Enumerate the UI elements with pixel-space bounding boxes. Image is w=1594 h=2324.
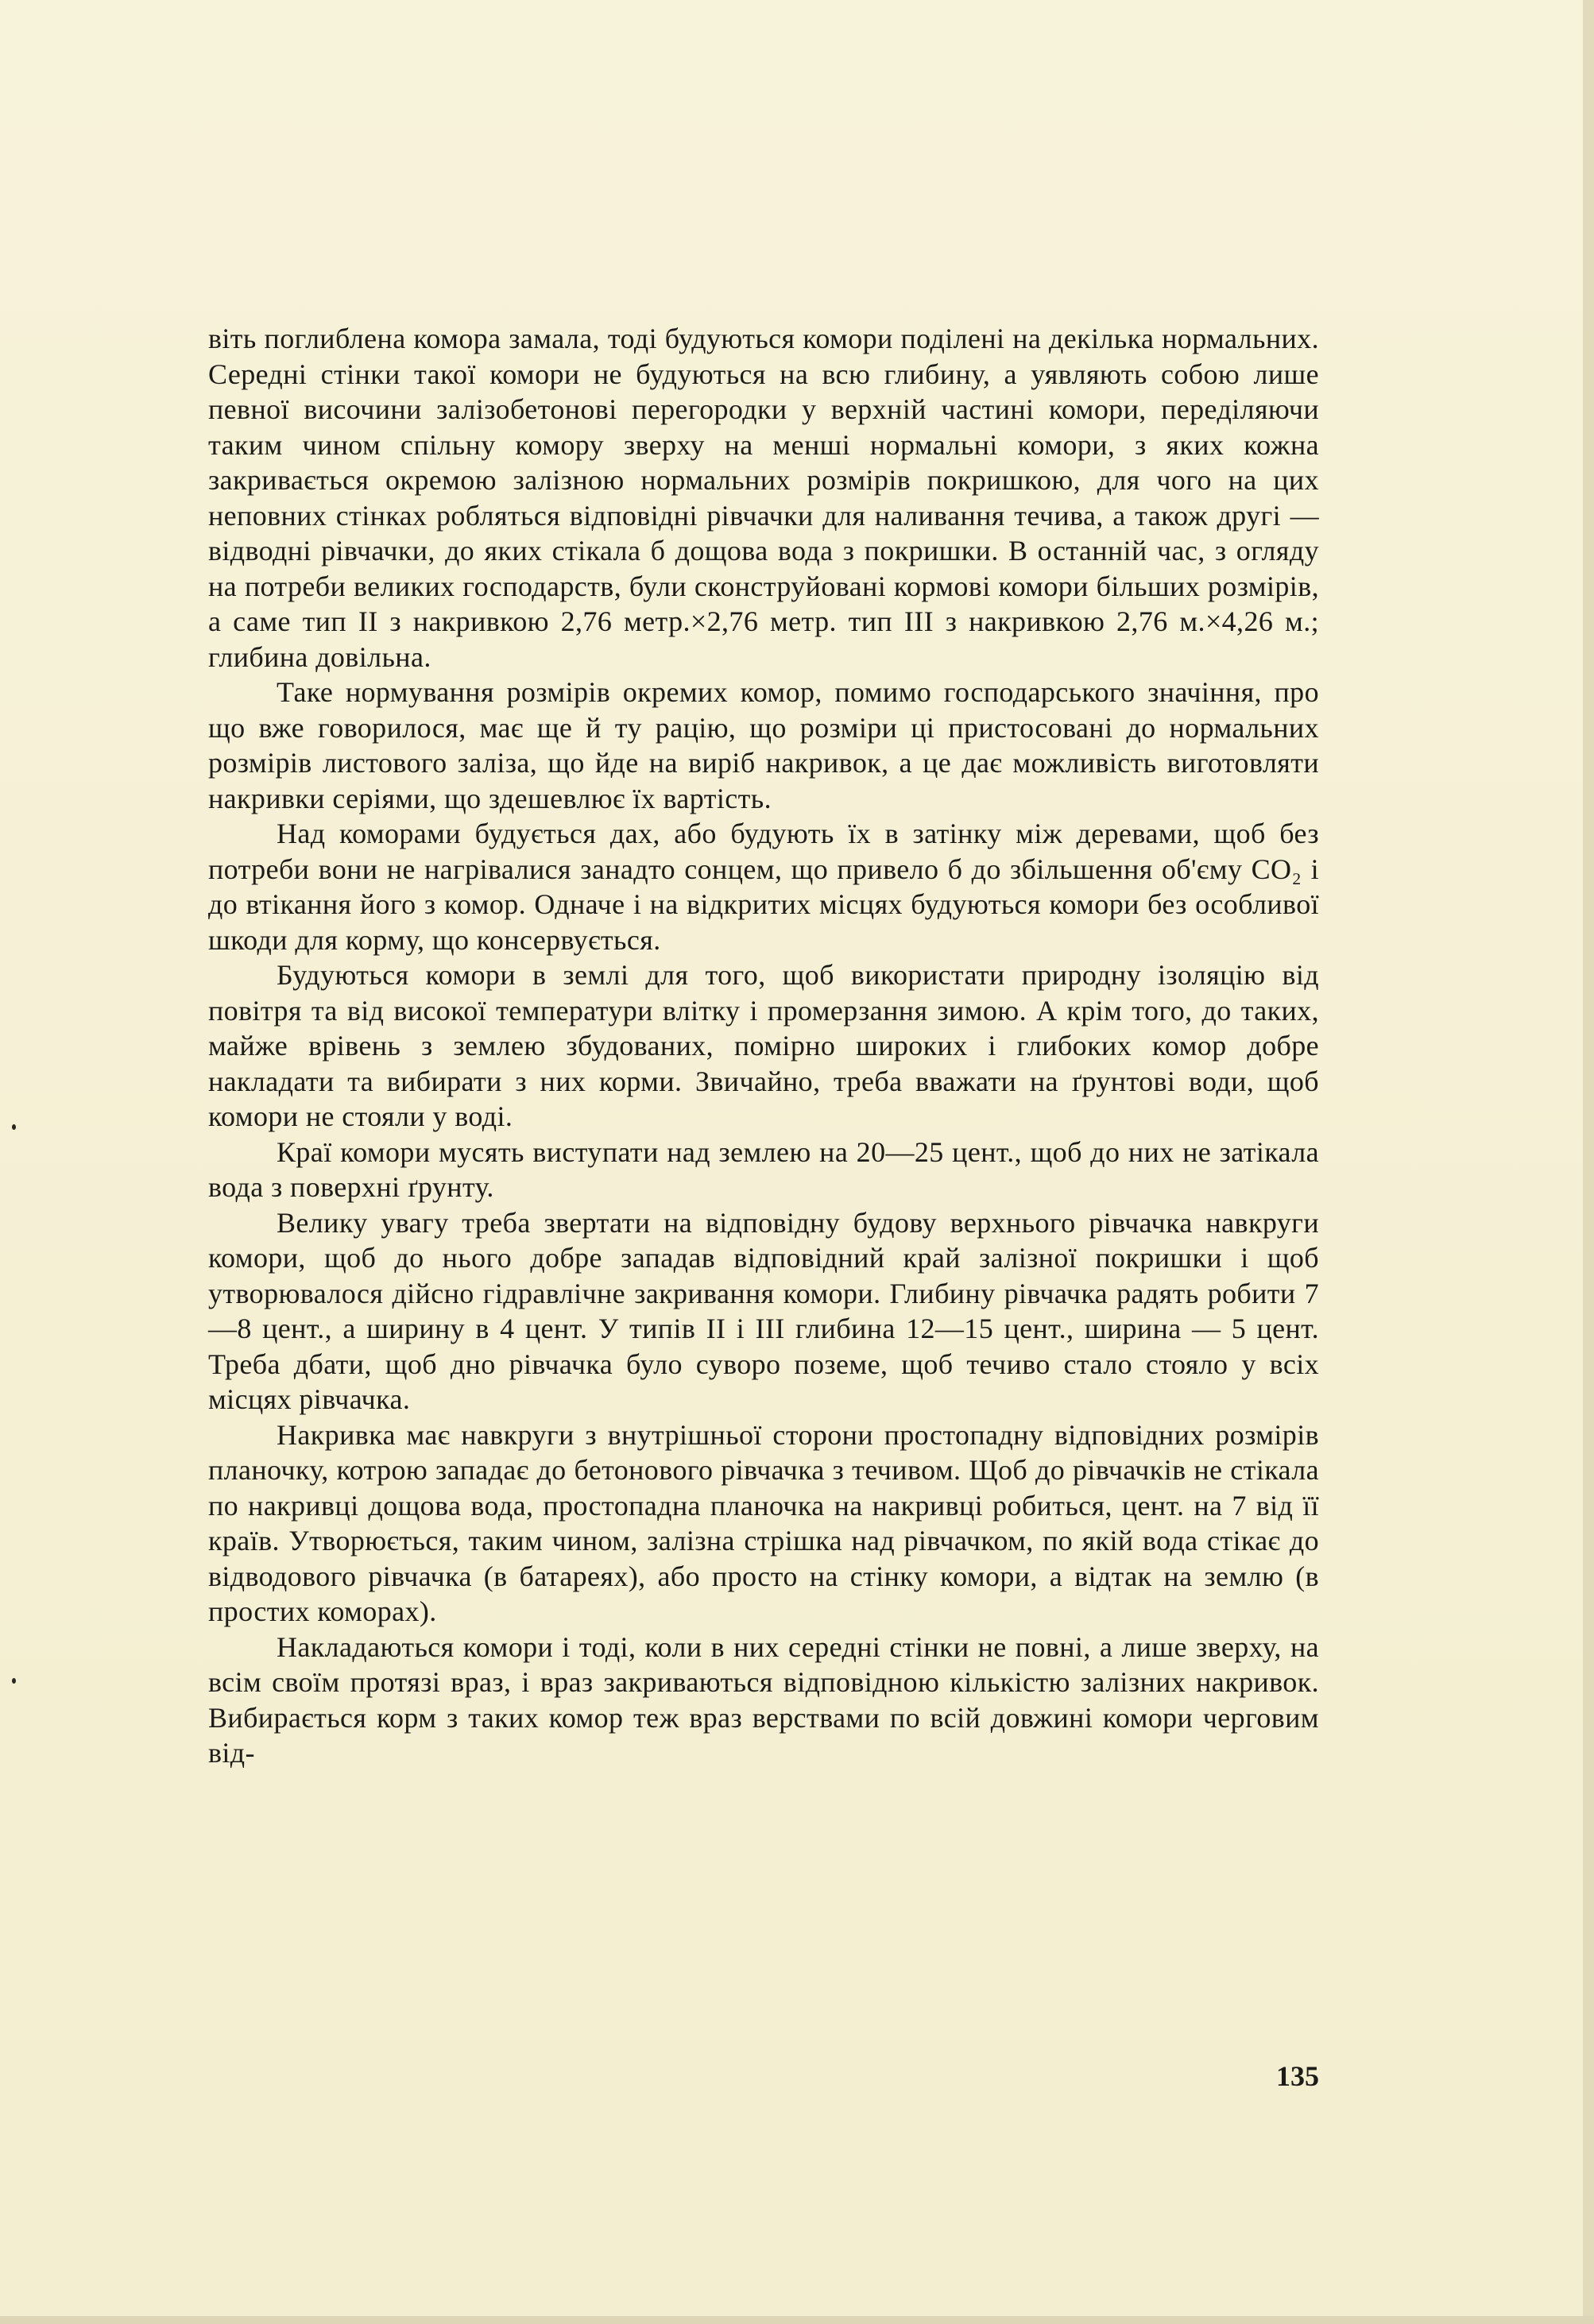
paragraph: Накладаються комори і тоді, коли в них середні стінки не повні, а лише зверху, на всім своїм протязі враз, і враз закриваються відповідною кількістю залізних накривок. Вибирається корм з таких комор теж враз верствами по всій довжині комори черговим від- xyxy=(208,1630,1319,1769)
page-edge-bottom xyxy=(0,2316,1594,2324)
paragraph: Таке нормування розмірів окремих комор, помимо господарського значіння, про що вже говорилося, має ще й ту рацію, що розміри ці пристосовані до нормальних розмірів листового заліза, що йде на виріб накривок, а це дає можливість виготовляти накривки серіями, що здешевлює їх вартість. xyxy=(208,676,1319,814)
scan-speck xyxy=(12,1124,16,1130)
paragraph: Краї комори мусять виступати над землею на 20—25 цент., щоб до них не затікала вода з поверхні ґрунту. xyxy=(208,1135,1319,1203)
paragraph: Велику увагу треба звертати на відповідну будову верхнього рівчачка навкруги комори, щоб до нього добре западав відповідний край залізної покришки і щоб утворювалося дійсно гідравлічне закривання комори. Глибину рівчачка радять робити 7—8 цент., а ширину в 4 цент. У типів II і III глибина 12—15 цент., ширина — 5 цент. Треба дбати, щоб дно рівчачка було суворо поземе, щоб течиво стало стояло у всіх місцях рівчачка. xyxy=(208,1206,1319,1415)
paragraph: Накривка має навкруги з внутрішньої сторони простопадну відповідних розмірів планочку, котрою западає до бетонового рівчачка з течивом. Щоб до рівчачків не стікала по накривці дощова вода, простопадна планочка на накривці робиться, цент. на 7 від її країв. Утворюється, таким чином, залізна стрішка над рівчачком, по якій вода стікає до відводового рівчачка (в батареях), або просто на стінку комори, а відтак на землю (в простих коморах). xyxy=(208,1418,1319,1627)
page-number: 135 xyxy=(1276,2060,1319,2092)
page-edge-right xyxy=(1583,0,1594,2324)
paragraph: віть поглиблена комора замала, тоді будуються комори поділені на декілька нормальних. Середні стінки такої комори не будуються на всю глибину, а уявляють собою лише певної височини залізобетонові перегородки у верхній частині комори, переділяючи таким чином спільну комору зверху на менші нормальні комори, з яких кожна закривається окремою залізною нормальних розмірів покришкою, для чого на цих неповних стінках робляться відповідні рівчачки для наливання течива, а також другі — відводні рівчачки, до яких стікала б дощова вода з покришки. В останній час, з огляду на потреби великих господарств, були сконструйовані кормові комори більших розмірів, а саме тип II з накривкою 2,76 метр.×2,76 метр. тип III з накривкою 2,76 м.×4,26 м.; глибина довільна. xyxy=(208,323,1319,673)
scan-speck xyxy=(12,1678,16,1684)
paragraph: Будуються комори в землі для того, щоб використати природну ізоляцію від повітря та від високої температури влітку і промерзання зимою. А крім того, до таких, майже врівень з землею збудованих, помірно широких і глибоких комор добре накладати та вибирати з них корми. Звичайно, треба вважати на ґрунтові води, щоб комори не стояли у воді. xyxy=(208,959,1319,1132)
main-text xyxy=(208,321,1319,1771)
paragraph: Над коморами будується дах, або будують їх в затінку між деревами, щоб без потреби вони не нагрівалися занадто сонцем, що привело б до збільшення об'єму CO₂ і до втікання його з комор. Одначе і на відкритих місцях будуються комори без особливої шкоди для корму, що консервується. xyxy=(208,818,1319,956)
